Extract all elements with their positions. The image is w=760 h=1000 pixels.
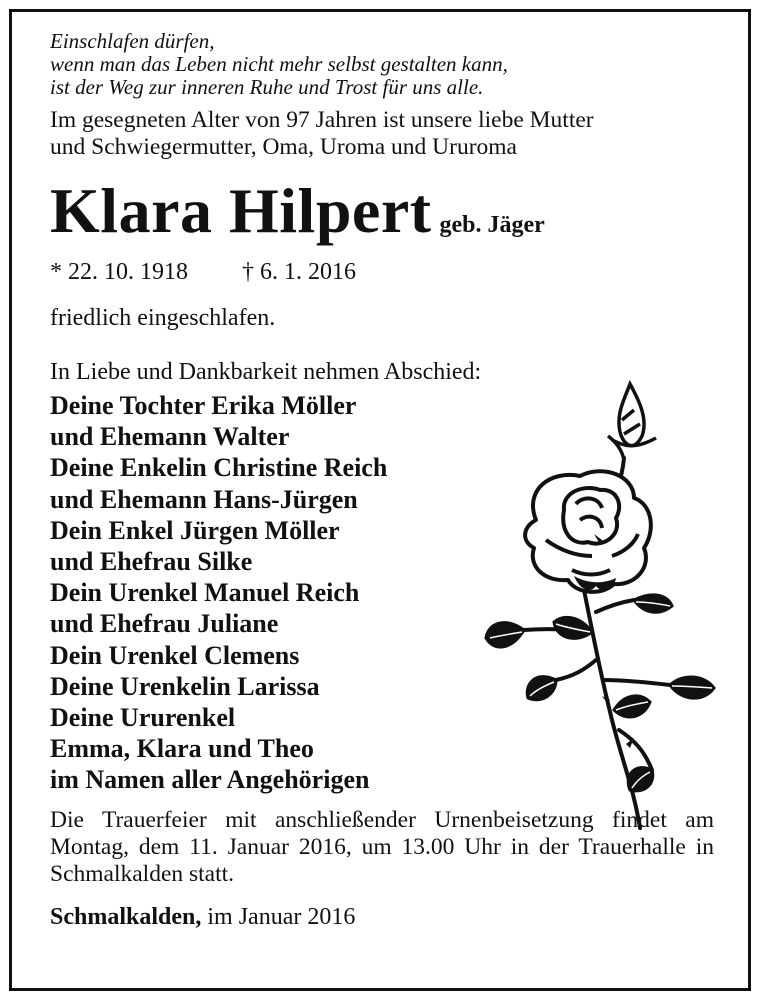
deceased-name: Klara Hilpert [50, 175, 432, 246]
intro-text [50, 107, 714, 161]
place-date: im Januar 2016 [207, 903, 356, 930]
service-details: Die Trauerfeier mit anschließender Urnenbeisetzung findet am Montag, dem 11. Januar 2016, um 13.00 Uhr in der Trauerhalle in Schmalkalden statt. [50, 806, 714, 887]
mourner-line: und Ehemann Walter [50, 422, 290, 452]
rose-icon [484, 380, 720, 832]
poem-line: wenn man das Leben nicht mehr selbst gestalten kann, [50, 52, 508, 76]
status-text: friedlich eingeschlafen. [50, 305, 276, 331]
farewell-intro: In Liebe und Dankbarkeit nehmen Abschied: [50, 359, 482, 385]
death-date: † 6. 1. 2016 [242, 259, 356, 285]
mourner-line: Deine Tochter Erika Möller [50, 391, 357, 420]
mourner-line: Dein Urenkel Clemens [50, 640, 300, 670]
mourner-line: Deine Ururenkel [50, 703, 236, 733]
mourner-line: und Ehefrau Juliane [50, 609, 279, 639]
mourner-line: und Ehefrau Silke [50, 547, 253, 577]
mourner-line: Emma, Klara und Theo [50, 734, 314, 764]
poem-line: ist der Weg zur inneren Ruhe und Trost für uns alle. [50, 75, 484, 99]
mourner-line: Deine Urenkelin Larissa [50, 671, 320, 701]
mourner-line: Deine Enkelin Christine Reich [50, 453, 388, 483]
life-dates [50, 257, 714, 287]
birth-date: * 22. 10. 1918 [50, 259, 188, 285]
place-city: Schmalkalden, [50, 903, 202, 930]
intro-line: und Schwiegermutter, Oma, Uroma und Ururoma [50, 134, 517, 160]
mourner-line: im Namen aller Angehörigen [50, 765, 370, 795]
mourner-line: und Ehemann Hans-Jürgen [50, 484, 358, 514]
place-and-date [50, 902, 714, 932]
mourner-line: Dein Enkel Jürgen Möller [50, 515, 340, 545]
mourner-line: Dein Urenkel Manuel Reich [50, 578, 360, 608]
poem [50, 30, 714, 99]
deceased-name-row [50, 167, 714, 255]
maiden-name: geb. Jäger [439, 212, 545, 238]
poem-line: Einschlafen dürfen, [50, 29, 215, 53]
intro-line: Im gesegneten Alter von 97 Jahren ist unsere liebe Mutter [50, 107, 594, 133]
